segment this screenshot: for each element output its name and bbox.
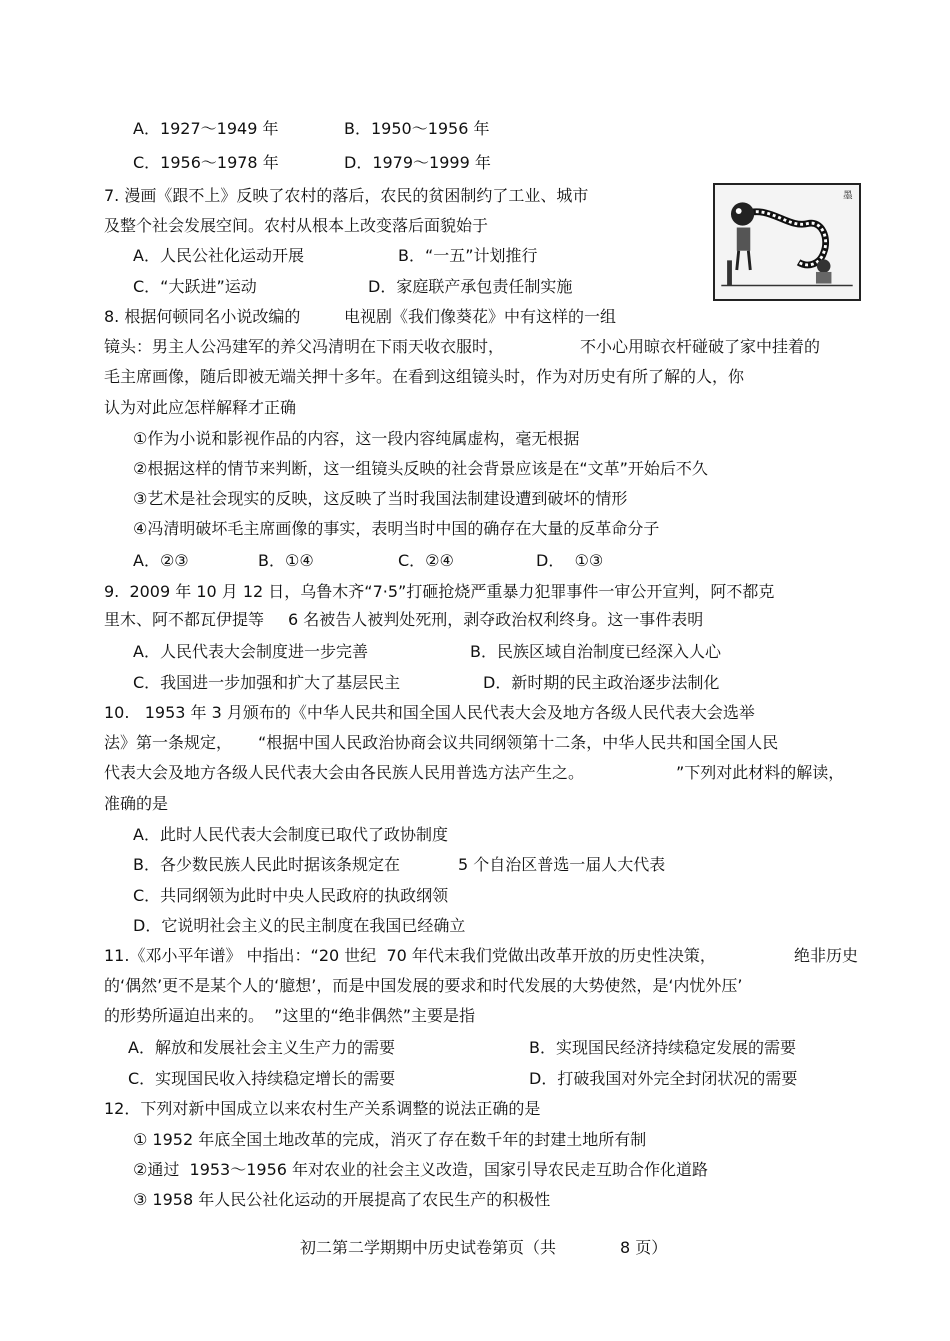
page-footer-right: 8 页） [620, 1238, 668, 1257]
q8-statement-2: ②根据这样的情节来判断，这一组镜头反映的社会背景应该是在“文革”开始后不久 [133, 459, 708, 478]
q6-option-a: A．1927～1949 年 [133, 119, 279, 138]
q10-option-d: D．它说明社会主义的民主制度在我国已经确立 [133, 916, 466, 935]
q9-option-b: B．民族区域自治制度已经深入人心 [470, 642, 721, 661]
q11-stem-line1a: 11.《邓小平年谱》 中指出：“20 世纪 70 年代末我们党做出改革开放的历史性决策， [104, 946, 716, 965]
q10-option-b2: 5 个自治区普选一届人大代表 [458, 855, 666, 874]
q9-stem-line1: 9. 2009 年 10 月 12 日，乌鲁木齐“7·5”打砸抢烧严重暴力犯罪事件一审公开宣判，阿不都克 [104, 582, 775, 601]
q10-option-a: A．此时人民代表大会制度已取代了政协制度 [133, 825, 448, 844]
q10-stem-line1: 10. 1953 年 3 月颁布的《中华人民共和国全国人民代表大会及地方各级人民代表大会选举 [104, 703, 755, 722]
q11-option-c: C．实现国民收入持续稳定增长的需要 [128, 1069, 396, 1088]
q7-option-d: D．家庭联产承包责任制实施 [368, 277, 573, 296]
q8-stem-line3: 毛主席画像，随后即被无端关押十多年。在看到这组镜头时，作为对历史有所了解的人，你 [104, 367, 745, 386]
q12-statement-2: ②通过 1953～1956 年对农业的社会主义改造，国家引导农民走互助合作化道路 [133, 1160, 709, 1179]
q10-stem-line4: 准确的是 [104, 794, 169, 813]
q8-statement-3: ③艺术是社会现实的反映，这反映了当时我国法制建设遭到破坏的情形 [133, 489, 628, 508]
q6-option-b: B．1950～1956 年 [344, 119, 490, 138]
q10-option-b1: B．各少数民族人民此时据该条规定在 [133, 855, 400, 874]
q8-option-c: C．②④ [398, 551, 454, 570]
q7-option-b: B．“一五”计划推行 [398, 246, 538, 265]
cartoon-drawing [715, 185, 859, 299]
q8-option-b: B．①④ [258, 551, 314, 570]
q10-option-c: C．共同纲领为此时中央人民政府的执政纲领 [133, 886, 449, 905]
q8-stem-line2a: 镜头：男主人公冯建军的养父冯清明在下雨天收衣服时， [104, 337, 505, 356]
q8-option-a: A．②③ [133, 551, 189, 570]
q8-stem-line1b: 电视剧《我们像葵花》中有这样的一组 [344, 307, 617, 326]
q6-option-c: C．1956～1978 年 [133, 153, 279, 172]
q8-stem-line4: 认为对此应怎样解释才正确 [104, 398, 297, 417]
q9-stem-line2a: 里木、阿不都瓦伊提等 [104, 610, 265, 629]
q8-option-d: D． ①③ [536, 551, 604, 570]
q11-option-b: B．实现国民经济持续稳定发展的需要 [529, 1038, 796, 1057]
q12-statement-3: ③ 1958 年人民公社化运动的开展提高了农民生产的积极性 [133, 1190, 551, 1209]
q7-option-a: A．人民公社化运动开展 [133, 246, 304, 265]
q9-stem-line2b: 6 名被告人被判处死刑，剥夺政治权利终身。这一事件表明 [288, 610, 704, 629]
q10-stem-line3b: ”下列对此材料的解读， [676, 763, 845, 782]
q8-statement-4: ④冯清明破坏毛主席画像的事实，表明当时中国的确存在大量的反革命分子 [133, 519, 660, 538]
q8-statement-1: ①作为小说和影视作品的内容，这一段内容纯属虚构，毫无根据 [133, 429, 580, 448]
q12-statement-1: ① 1952 年底全国土地改革的完成，消灭了存在数千年的封建土地所有制 [133, 1130, 647, 1149]
q9-option-d: D．新时期的民主政治逐步法制化 [483, 673, 720, 692]
q11-option-a: A．解放和发展社会主义生产力的需要 [128, 1038, 395, 1057]
cartoon-image [713, 183, 861, 301]
cartoon-mark: 墨 [843, 190, 853, 202]
q9-option-a: A．人民代表大会制度进一步完善 [133, 642, 368, 661]
q6-option-d: D．1979～1999 年 [344, 153, 491, 172]
q7-stem-line1: 7. 漫画《跟不上》反映了农村的落后，农民的贫困制约了工业、城市 [104, 186, 589, 205]
q10-stem-line2b: “根据中国人民政治协商会议共同纲领第十二条，中华人民共和国全国人民 [258, 733, 779, 752]
q7-option-c: C．“大跃进”运动 [133, 277, 257, 296]
q10-stem-line3a: 代表大会及地方各级人民代表大会由各民族人民用普选方法产生之。 [104, 763, 585, 782]
q11-stem-line1b: 绝非历史 [794, 946, 859, 965]
q10-stem-line2a: 法》第一条规定， [104, 733, 233, 752]
q9-option-c: C．我国进一步加强和扩大了基层民主 [133, 673, 401, 692]
q8-stem-line2b: 不小心用晾衣杆碰破了家中挂着的 [580, 337, 821, 356]
q12-stem: 12．下列对新中国成立以来农村生产关系调整的说法正确的是 [104, 1099, 541, 1118]
q8-stem-line1a: 8. 根据何顿同名小说改编的 [104, 307, 301, 326]
q7-stem-line2: 及整个社会发展空间。农村从根本上改变落后面貌始于 [104, 216, 489, 235]
q11-stem-line2: 的‘偶然’更不是某个人的‘臆想’，而是中国发展的要求和时代发展的大势使然，是‘内忧外压’ [104, 976, 743, 995]
page-footer-left: 初二第二学期期中历史试卷第页（共 [300, 1238, 557, 1257]
q11-stem-line3: 的形势所逼迫出来的。 ”这里的“绝非偶然”主要是指 [104, 1006, 476, 1025]
q11-option-d: D．打破我国对外完全封闭状况的需要 [529, 1069, 798, 1088]
